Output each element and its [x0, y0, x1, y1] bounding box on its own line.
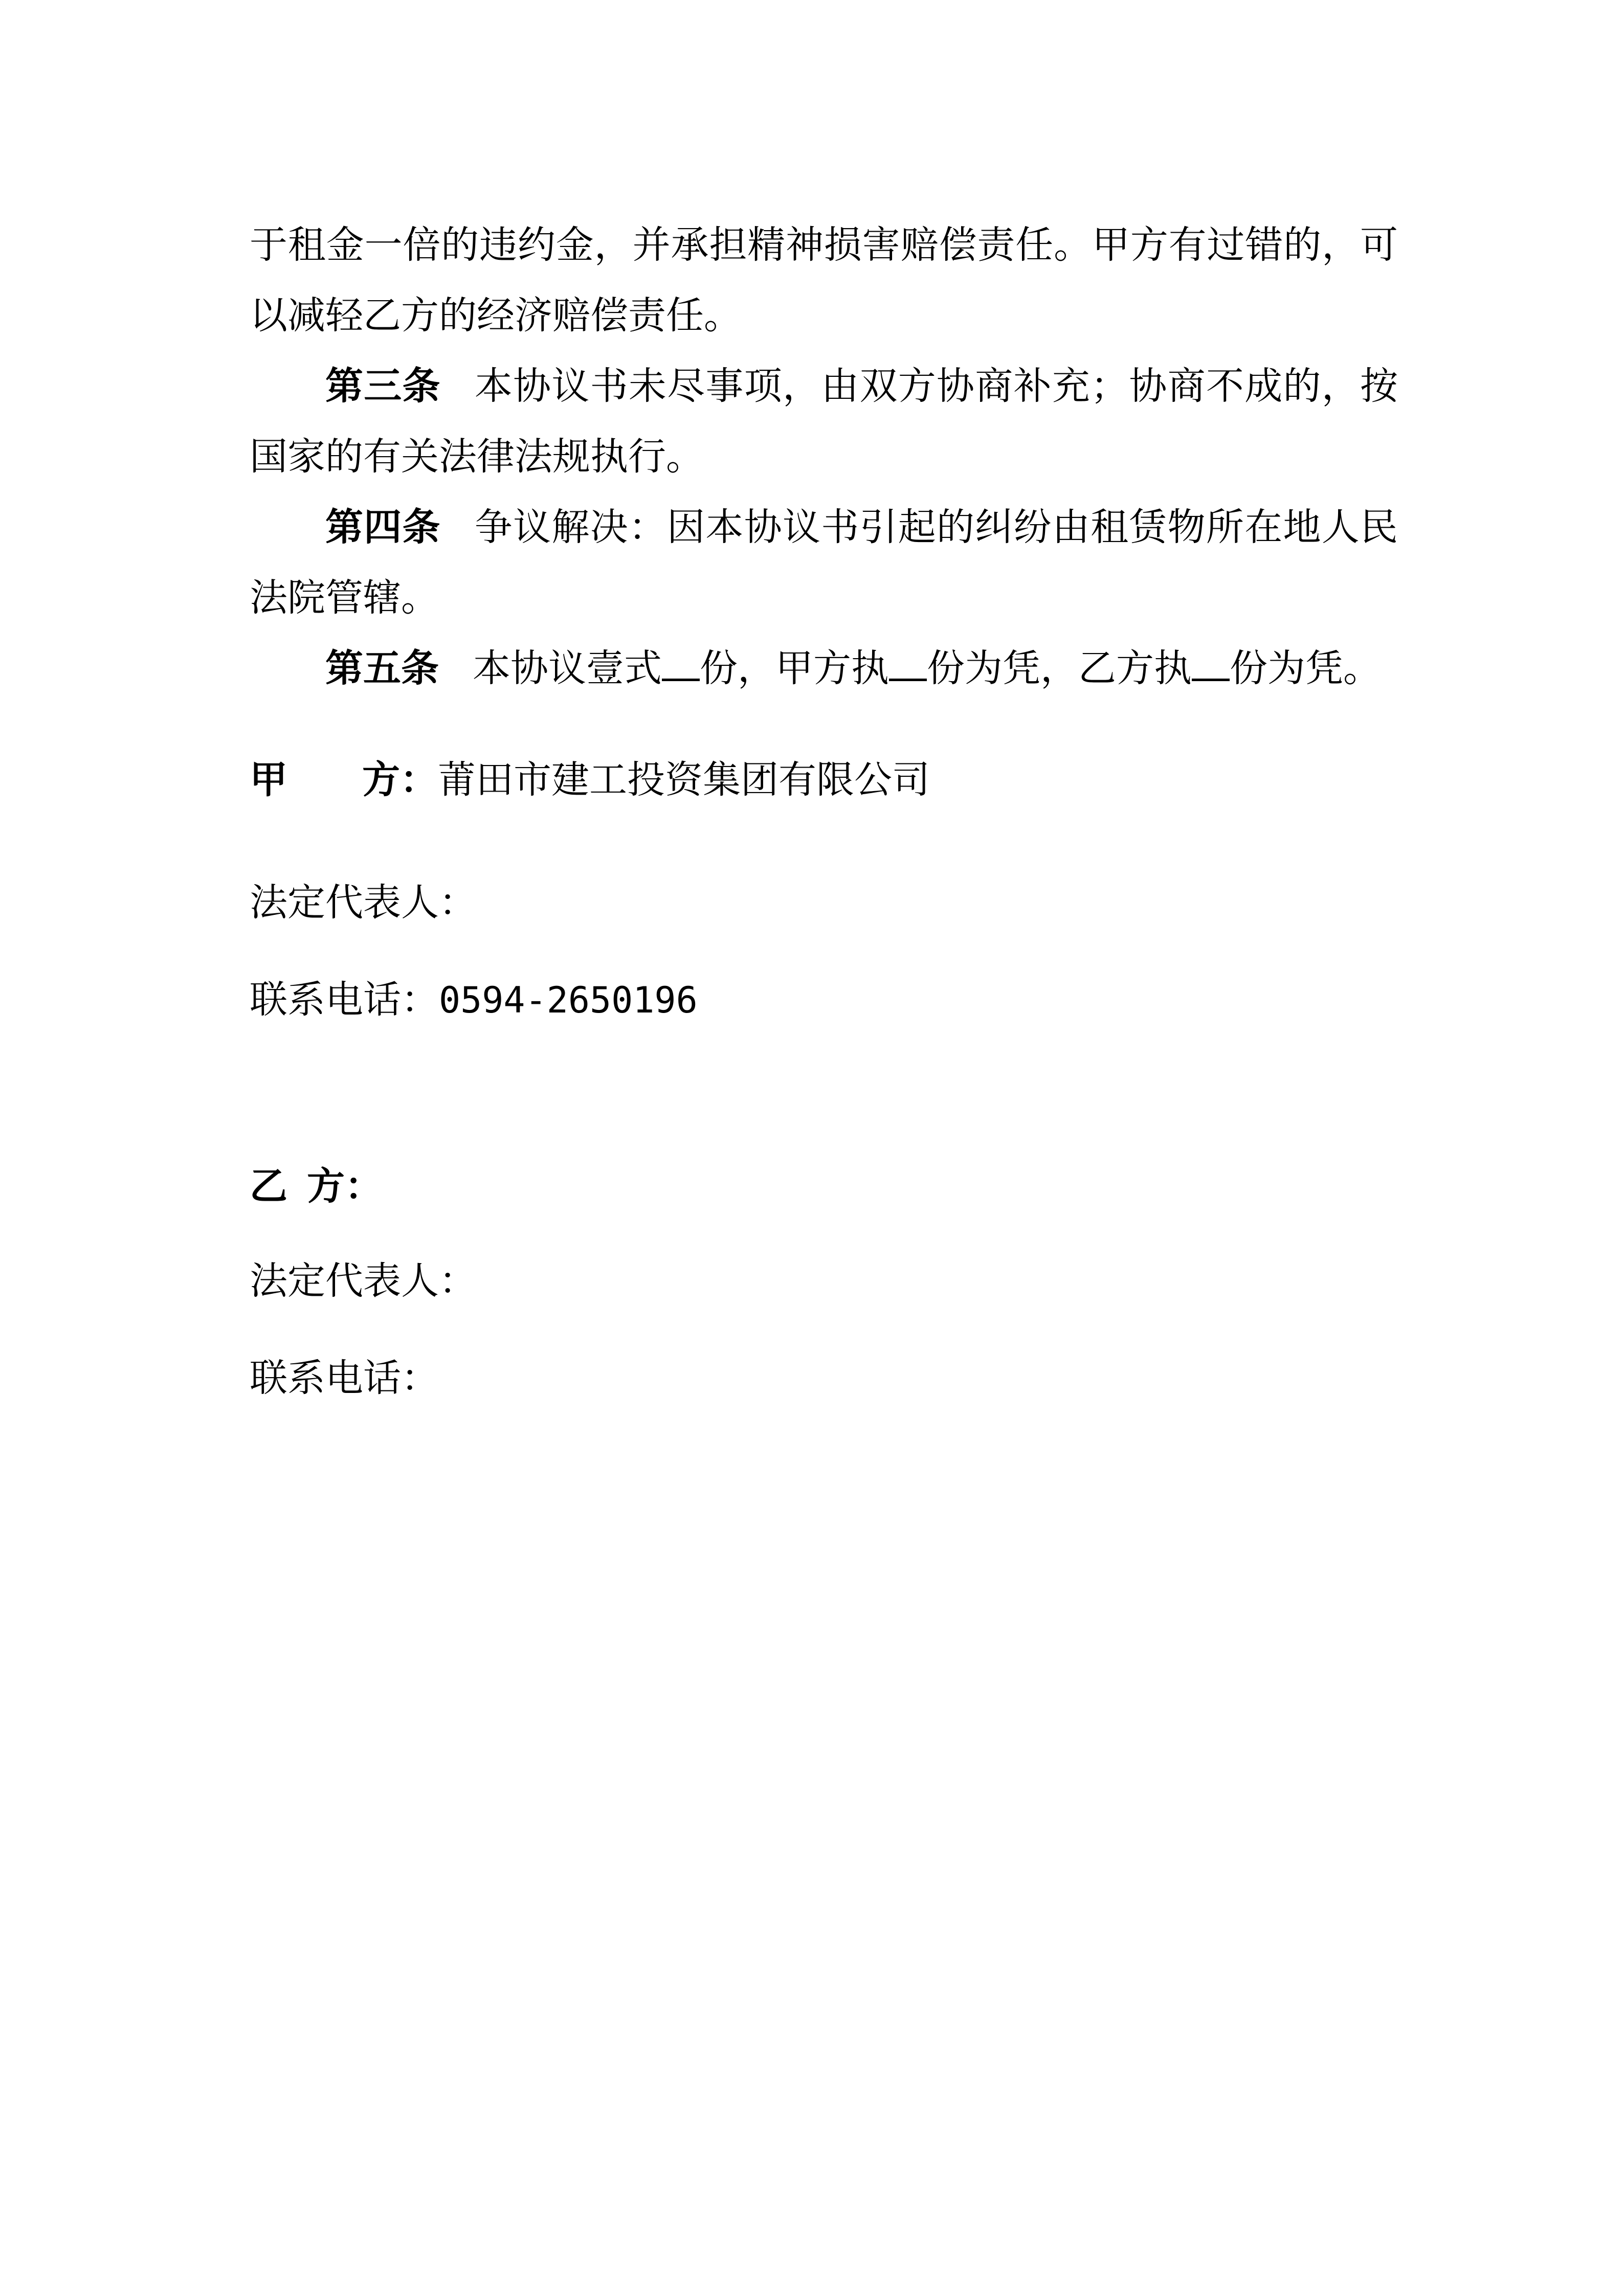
- article-5-text-part1: 本协议壹式: [473, 646, 662, 690]
- party-a-phone-value: 0594-2650196: [439, 979, 698, 1021]
- party-b-phone-line: [250, 1353, 439, 1404]
- party-a-phone-line: [250, 974, 698, 1026]
- party-a-rep-label: 法定代表人：: [250, 881, 477, 925]
- party-b-rep-label: 法定代表人：: [250, 1259, 477, 1303]
- party-a-line: [250, 754, 930, 805]
- continuation-paragraph: [250, 210, 1398, 351]
- article-5-label: 第五条: [325, 646, 439, 690]
- article-4-text: 争议解决：因本协议书引起的纠纷由租赁物所在地人民法院管辖。: [250, 505, 1398, 620]
- article-3-text: 本协议书未尽事项，由双方协商补充；协商不成的，按国家的有关法律法规执行。: [250, 364, 1398, 479]
- party-b-line: [250, 1161, 383, 1212]
- party-b-label-char1: 乙: [250, 1164, 287, 1208]
- party-a-name: 莆田市建工投资集团有限公司: [438, 758, 930, 802]
- article-4-paragraph: [250, 492, 1398, 633]
- party-a-phone-label: 联系电话：: [250, 978, 439, 1022]
- copies-total-blank: [662, 648, 700, 681]
- article-4-label: 第四条: [325, 505, 441, 549]
- agreement-body: [250, 210, 1398, 704]
- article-3-label: 第三条: [325, 364, 441, 408]
- party-b-phone-label: 联系电话：: [250, 1356, 439, 1400]
- copies-party-a-blank: [889, 648, 927, 681]
- article-5-paragraph: [250, 633, 1398, 704]
- article-5-text-part4: 份为凭。: [1230, 646, 1381, 690]
- party-a-label-char1: 甲: [250, 758, 287, 802]
- article-5-text-part3: 份为凭，乙方执: [927, 646, 1192, 690]
- party-b-rep-line: [250, 1255, 477, 1307]
- continuation-text: 于租金一倍的违约金，并承担精神损害赔偿责任。甲方有过错的，可以减轻乙方的经济赔偿责任。: [250, 223, 1398, 337]
- article-5-text-part2: 份，甲方执: [700, 646, 889, 690]
- copies-party-b-blank: [1192, 648, 1230, 681]
- party-b-label-char2: 方：: [307, 1164, 383, 1208]
- party-a-rep-line: [250, 877, 477, 928]
- article-3-paragraph: [250, 351, 1398, 492]
- party-a-label-char2: 方：: [362, 758, 438, 802]
